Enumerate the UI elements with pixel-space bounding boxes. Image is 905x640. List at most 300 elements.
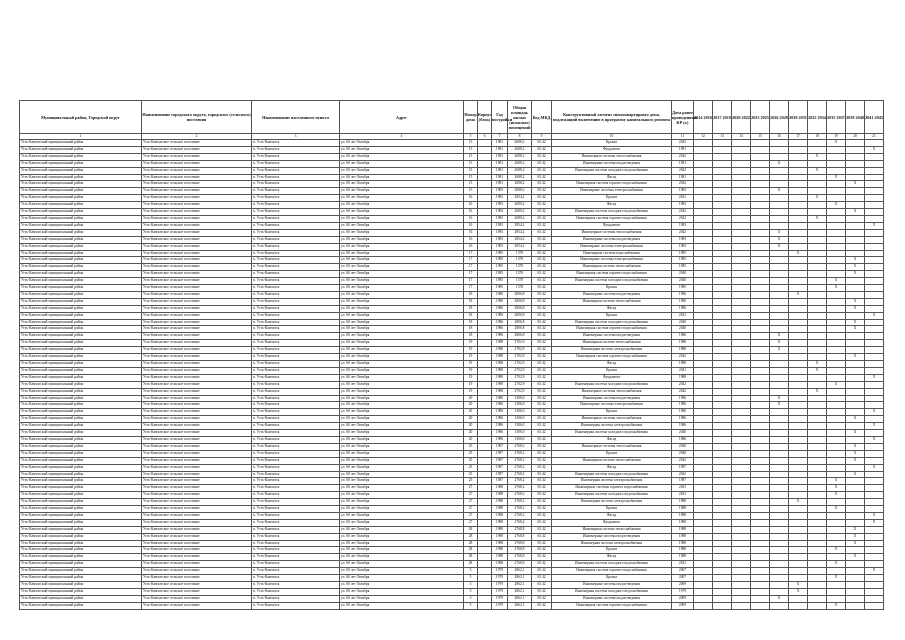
column-number: 16 xyxy=(770,134,789,140)
capital-repair-register xyxy=(19,100,883,610)
address-cell: ул. 60 лет Октября xyxy=(340,347,464,354)
locality-cell: п. Усть-Камчатск xyxy=(252,361,340,368)
period-cell xyxy=(694,492,713,499)
period-cell xyxy=(694,588,713,595)
period-cell xyxy=(865,340,884,347)
mkd-code-cell: 65.42 xyxy=(532,533,552,540)
table-row xyxy=(20,236,884,243)
previous-repair-date-cell: 2041 xyxy=(672,312,694,319)
period-cell xyxy=(751,381,770,388)
build-year-cell: 1988 xyxy=(492,367,508,374)
period-cell xyxy=(770,512,789,519)
period-cell xyxy=(789,602,808,609)
mkd-code-cell: 65.42 xyxy=(532,257,552,264)
period-cell xyxy=(751,243,770,250)
period-cell xyxy=(865,485,884,492)
period-cell xyxy=(827,312,846,319)
period-cell xyxy=(827,512,846,519)
table-row xyxy=(20,443,884,450)
settlement-cell: Усть-Камчатское сельское поселение xyxy=(142,367,252,374)
block-cell xyxy=(478,250,492,257)
locality-cell: п. Усть-Камчатск xyxy=(252,188,340,195)
period-cell xyxy=(732,506,751,513)
period-mark: X xyxy=(827,485,846,492)
district-cell: Усть-Камчатский муниципальный район xyxy=(20,423,142,430)
build-year-cell: 1986 xyxy=(492,333,508,340)
locality-cell: п. Усть-Камчатск xyxy=(252,140,340,147)
block-cell xyxy=(478,588,492,595)
district-cell: Усть-Камчатский муниципальный район xyxy=(20,540,142,547)
period-cell xyxy=(713,568,732,575)
period-cell xyxy=(694,181,713,188)
block-cell xyxy=(478,381,492,388)
district-cell: Усть-Камчатский муниципальный район xyxy=(20,174,142,181)
column-header: 2023 2025 xyxy=(751,101,770,134)
period-cell xyxy=(694,153,713,160)
table-row xyxy=(20,464,884,471)
previous-repair-date-cell: 1983 xyxy=(672,243,694,250)
block-cell xyxy=(478,153,492,160)
structural-element-cell: Инженерные системы теплоснабжения xyxy=(552,388,672,395)
period-cell xyxy=(732,478,751,485)
build-year-cell: 1985 xyxy=(492,278,508,285)
address-cell: ул. 60 лет Октября xyxy=(340,478,464,485)
mkd-code-cell: 65.42 xyxy=(532,409,552,416)
period-cell xyxy=(732,209,751,216)
period-cell xyxy=(865,181,884,188)
district-cell: Усть-Камчатский муниципальный район xyxy=(20,250,142,257)
period-cell xyxy=(694,568,713,575)
period-cell xyxy=(713,478,732,485)
structural-element-cell: Инженерная система горячего водоснабжения xyxy=(552,354,672,361)
period-cell xyxy=(770,519,789,526)
table-row xyxy=(20,388,884,395)
house-number-cell: 27 xyxy=(464,485,478,492)
period-cell xyxy=(751,423,770,430)
structural-element-cell: Фундамент xyxy=(552,374,672,381)
period-cell xyxy=(751,457,770,464)
previous-repair-date-cell: 1983 xyxy=(672,222,694,229)
period-mark: X xyxy=(846,264,865,271)
district-cell: Усть-Камчатский муниципальный район xyxy=(20,367,142,374)
period-mark: X xyxy=(827,602,846,609)
settlement-cell: Усть-Камчатское сельское поселение xyxy=(142,409,252,416)
locality-cell: п. Усть-Камчатск xyxy=(252,512,340,519)
settlement-cell: Усть-Камчатское сельское поселение xyxy=(142,347,252,354)
build-year-cell: 1988 xyxy=(492,547,508,554)
block-cell xyxy=(478,347,492,354)
period-cell xyxy=(732,243,751,250)
structural-element-cell: Фундамент xyxy=(552,146,672,153)
period-cell xyxy=(808,243,827,250)
settlement-cell: Усть-Камчатское сельское поселение xyxy=(142,374,252,381)
build-year-cell: 1985 xyxy=(492,264,508,271)
address-cell: ул. 60 лет Октября xyxy=(340,533,464,540)
period-cell xyxy=(713,533,732,540)
period-cell xyxy=(770,547,789,554)
period-cell xyxy=(713,298,732,305)
period-cell xyxy=(865,402,884,409)
previous-repair-date-cell: 2042 xyxy=(672,181,694,188)
address-cell: ул. 60 лет Октября xyxy=(340,430,464,437)
period-cell xyxy=(808,271,827,278)
period-cell xyxy=(694,526,713,533)
previous-repair-date-cell: 2041 xyxy=(672,561,694,568)
period-cell xyxy=(751,209,770,216)
locality-cell: п. Усть-Камчатск xyxy=(252,402,340,409)
house-number-cell: 5 xyxy=(464,575,478,582)
period-cell xyxy=(789,595,808,602)
period-cell xyxy=(751,450,770,457)
address-cell: ул. 60 лет Октября xyxy=(340,395,464,402)
mkd-code-cell: 65.42 xyxy=(532,416,552,423)
table-row xyxy=(20,430,884,437)
period-cell xyxy=(694,236,713,243)
period-cell xyxy=(789,506,808,513)
period-mark: X xyxy=(846,305,865,312)
settlement-cell: Усть-Камчатское сельское поселение xyxy=(142,271,252,278)
period-mark: X xyxy=(808,367,827,374)
period-cell xyxy=(808,506,827,513)
previous-repair-date-cell: 2043 xyxy=(672,140,694,147)
build-year-cell: 1988 xyxy=(492,512,508,519)
mkd-code-cell: 65.42 xyxy=(532,215,552,222)
period-cell xyxy=(713,388,732,395)
period-cell xyxy=(865,354,884,361)
period-cell xyxy=(789,533,808,540)
build-year-cell: 1981 xyxy=(492,181,508,188)
district-cell: Усть-Камчатский муниципальный район xyxy=(20,354,142,361)
district-cell: Усть-Камчатский муниципальный район xyxy=(20,326,142,333)
period-cell xyxy=(789,215,808,222)
period-mark: X xyxy=(808,215,827,222)
column-header: 2017 2019 xyxy=(713,101,732,134)
block-cell xyxy=(478,395,492,402)
table-row xyxy=(20,312,884,319)
period-cell xyxy=(827,257,846,264)
previous-repair-date-cell: 1986 xyxy=(672,298,694,305)
structural-element-cell: Инженерные системы электроснабжения xyxy=(552,402,672,409)
table-row xyxy=(20,229,884,236)
locality-cell: п. Усть-Камчатск xyxy=(252,430,340,437)
settlement-cell: Усть-Камчатское сельское поселение xyxy=(142,188,252,195)
area-cell: 2862,1 xyxy=(508,588,532,595)
table-row xyxy=(20,347,884,354)
period-cell xyxy=(808,430,827,437)
build-year-cell: 1983 xyxy=(492,188,508,195)
mkd-code-cell: 65.42 xyxy=(532,347,552,354)
period-cell xyxy=(770,140,789,147)
address-cell: ул. 60 лет Октября xyxy=(340,367,464,374)
house-number-cell: 25 xyxy=(464,464,478,471)
period-cell xyxy=(789,202,808,209)
period-cell xyxy=(865,478,884,485)
previous-repair-date-cell: 1988 xyxy=(672,533,694,540)
period-cell xyxy=(808,202,827,209)
period-cell xyxy=(827,340,846,347)
address-cell: ул. 60 лет Октября xyxy=(340,402,464,409)
period-cell xyxy=(865,195,884,202)
period-cell xyxy=(827,416,846,423)
settlement-cell: Усть-Камчатское сельское поселение xyxy=(142,140,252,147)
period-cell xyxy=(694,160,713,167)
period-cell xyxy=(694,374,713,381)
house-number-cell: 19 xyxy=(464,388,478,395)
period-cell xyxy=(808,499,827,506)
area-cell: 2768,8 xyxy=(508,561,532,568)
settlement-cell: Усть-Камчатское сельское поселение xyxy=(142,153,252,160)
table-row xyxy=(20,181,884,188)
period-cell xyxy=(713,354,732,361)
mkd-code-cell: 65.42 xyxy=(532,264,552,271)
period-mark: X xyxy=(846,533,865,540)
area-cell: 2688,2 xyxy=(508,174,532,181)
address-cell: ул. 60 лет Октября xyxy=(340,285,464,292)
period-cell xyxy=(732,340,751,347)
house-number-cell: 28 xyxy=(464,533,478,540)
period-cell xyxy=(732,291,751,298)
period-cell xyxy=(865,381,884,388)
district-cell: Усть-Камчатский муниципальный район xyxy=(20,457,142,464)
period-cell xyxy=(846,485,865,492)
column-number: 20 xyxy=(846,134,865,140)
district-cell: Усть-Камчатский муниципальный район xyxy=(20,478,142,485)
block-cell xyxy=(478,568,492,575)
period-cell xyxy=(827,374,846,381)
table-row xyxy=(20,381,884,388)
period-cell xyxy=(789,243,808,250)
period-mark: X xyxy=(827,174,846,181)
area-cell: 2702,9 xyxy=(508,388,532,395)
settlement-cell: Усть-Камчатское сельское поселение xyxy=(142,257,252,264)
house-number-cell: 18 xyxy=(464,305,478,312)
structural-element-cell: Фундамент xyxy=(552,519,672,526)
period-cell xyxy=(694,333,713,340)
build-year-cell: 1983 xyxy=(492,236,508,243)
area-cell: 2854,2 xyxy=(508,195,532,202)
period-cell xyxy=(827,181,846,188)
table-row xyxy=(20,575,884,582)
area-cell: 2680,2 xyxy=(508,215,532,222)
previous-repair-date-cell: 1988 xyxy=(672,554,694,561)
period-cell xyxy=(770,271,789,278)
mkd-code-cell: 65.42 xyxy=(532,278,552,285)
period-cell xyxy=(694,395,713,402)
period-cell xyxy=(732,367,751,374)
locality-cell: п. Усть-Камчатск xyxy=(252,450,340,457)
structural-element-cell: Инженерные системы водоотведения xyxy=(552,395,672,402)
period-cell xyxy=(713,450,732,457)
mkd-code-cell: 65.42 xyxy=(532,561,552,568)
period-cell xyxy=(846,250,865,257)
district-cell: Усть-Камчатский муниципальный район xyxy=(20,243,142,250)
period-cell xyxy=(789,430,808,437)
period-mark: X xyxy=(770,160,789,167)
period-cell xyxy=(751,312,770,319)
area-cell: 2702,9 xyxy=(508,340,532,347)
period-cell xyxy=(694,443,713,450)
area-cell: 1306,0 xyxy=(508,436,532,443)
period-cell xyxy=(694,582,713,589)
area-cell: 2806,8 xyxy=(508,326,532,333)
block-cell xyxy=(478,367,492,374)
period-cell xyxy=(694,319,713,326)
period-cell xyxy=(789,195,808,202)
house-number-cell: 17 xyxy=(464,271,478,278)
block-cell xyxy=(478,595,492,602)
period-cell xyxy=(808,512,827,519)
period-cell xyxy=(865,229,884,236)
period-cell xyxy=(732,409,751,416)
previous-repair-date-cell: 1988 xyxy=(672,361,694,368)
previous-repair-date-cell: 1986 xyxy=(672,423,694,430)
period-cell xyxy=(846,340,865,347)
period-cell xyxy=(694,547,713,554)
period-mark: X xyxy=(846,209,865,216)
period-cell xyxy=(770,533,789,540)
period-cell xyxy=(713,381,732,388)
period-cell xyxy=(751,361,770,368)
settlement-cell: Усть-Камчатское сельское поселение xyxy=(142,436,252,443)
district-cell: Усть-Камчатский муниципальный район xyxy=(20,374,142,381)
period-cell xyxy=(694,436,713,443)
settlement-cell: Усть-Камчатское сельское поселение xyxy=(142,519,252,526)
period-cell xyxy=(751,236,770,243)
house-number-cell: 18 xyxy=(464,312,478,319)
locality-cell: п. Усть-Камчатск xyxy=(252,146,340,153)
period-cell xyxy=(751,188,770,195)
period-cell xyxy=(694,291,713,298)
period-cell xyxy=(846,140,865,147)
period-cell xyxy=(865,333,884,340)
period-cell xyxy=(713,457,732,464)
period-cell xyxy=(808,436,827,443)
period-cell xyxy=(846,195,865,202)
period-cell xyxy=(732,568,751,575)
previous-repair-date-cell: 1988 xyxy=(672,347,694,354)
settlement-cell: Усть-Камчатское сельское поселение xyxy=(142,568,252,575)
previous-repair-date-cell: 1986 xyxy=(672,436,694,443)
period-mark: X xyxy=(846,554,865,561)
period-cell xyxy=(732,457,751,464)
mkd-code-cell: 65.42 xyxy=(532,305,552,312)
district-cell: Усть-Камчатский муниципальный район xyxy=(20,291,142,298)
period-cell xyxy=(713,326,732,333)
settlement-cell: Усть-Камчатское сельское поселение xyxy=(142,443,252,450)
house-number-cell: 15 xyxy=(464,160,478,167)
period-cell xyxy=(808,222,827,229)
structural-element-cell: Крыша xyxy=(552,312,672,319)
locality-cell: п. Усть-Камчатск xyxy=(252,222,340,229)
settlement-cell: Усть-Камчатское сельское поселение xyxy=(142,250,252,257)
period-mark: X xyxy=(827,547,846,554)
locality-cell: п. Усть-Камчатск xyxy=(252,209,340,216)
period-mark: X xyxy=(808,167,827,174)
locality-cell: п. Усть-Камчатск xyxy=(252,236,340,243)
structural-element-cell: Инженерные системы водоотведения xyxy=(552,236,672,243)
area-cell: 2768,2 xyxy=(508,506,532,513)
period-mark: X xyxy=(827,381,846,388)
period-cell xyxy=(713,492,732,499)
period-cell xyxy=(751,395,770,402)
period-cell xyxy=(694,423,713,430)
period-cell xyxy=(846,409,865,416)
locality-cell: п. Усть-Камчатск xyxy=(252,464,340,471)
area-cell: 2862,1 xyxy=(508,582,532,589)
structural-element-cell: Инженерные системы электроснабжения xyxy=(552,188,672,195)
period-cell xyxy=(865,153,884,160)
address-cell: ул. 60 лет Октября xyxy=(340,333,464,340)
build-year-cell: 1983 xyxy=(492,243,508,250)
period-cell xyxy=(732,595,751,602)
previous-repair-date-cell: 2042 xyxy=(672,471,694,478)
district-cell: Усть-Камчатский муниципальный район xyxy=(20,575,142,582)
period-cell xyxy=(789,181,808,188)
period-cell xyxy=(865,492,884,499)
address-cell: ул. 60 лет Октября xyxy=(340,257,464,264)
district-cell: Усть-Камчатский муниципальный район xyxy=(20,595,142,602)
mkd-code-cell: 65.42 xyxy=(532,388,552,395)
period-cell xyxy=(865,595,884,602)
period-cell xyxy=(789,492,808,499)
settlement-cell: Усть-Камчатское сельское поселение xyxy=(142,291,252,298)
address-cell: ул. 60 лет Октября xyxy=(340,222,464,229)
period-cell xyxy=(865,298,884,305)
period-cell xyxy=(827,298,846,305)
period-cell xyxy=(789,519,808,526)
district-cell: Усть-Камчатский муниципальный район xyxy=(20,181,142,188)
period-cell xyxy=(713,595,732,602)
area-cell: 2768,8 xyxy=(508,540,532,547)
period-mark: X xyxy=(770,188,789,195)
locality-cell: п. Усть-Камчатск xyxy=(252,243,340,250)
area-cell: 2702,9 xyxy=(508,381,532,388)
build-year-cell: 1988 xyxy=(492,499,508,506)
table-row xyxy=(20,478,884,485)
table-row xyxy=(20,519,884,526)
block-cell xyxy=(478,492,492,499)
period-cell xyxy=(770,450,789,457)
column-number: 19 xyxy=(827,134,846,140)
address-cell: ул. 60 лет Октября xyxy=(340,354,464,361)
period-cell xyxy=(694,575,713,582)
period-cell xyxy=(808,561,827,568)
column-number: 9 xyxy=(532,134,552,140)
house-number-cell: 17 xyxy=(464,250,478,257)
mkd-code-cell: 65.42 xyxy=(532,443,552,450)
period-cell xyxy=(694,519,713,526)
block-cell xyxy=(478,264,492,271)
house-number-cell: 20 xyxy=(464,430,478,437)
area-cell: 2680,2 xyxy=(508,202,532,209)
mkd-code-cell: 65.42 xyxy=(532,602,552,609)
area-cell: 1306,0 xyxy=(508,395,532,402)
column-header: 2038 2040 xyxy=(846,101,865,134)
table-row xyxy=(20,561,884,568)
period-cell xyxy=(846,285,865,292)
period-cell xyxy=(846,602,865,609)
period-cell xyxy=(770,457,789,464)
period-cell xyxy=(770,554,789,561)
locality-cell: п. Усть-Камчатск xyxy=(252,588,340,595)
period-cell xyxy=(770,388,789,395)
block-cell xyxy=(478,354,492,361)
period-cell xyxy=(808,526,827,533)
period-cell xyxy=(694,595,713,602)
period-cell xyxy=(808,588,827,595)
period-cell xyxy=(808,326,827,333)
previous-repair-date-cell: 2040 xyxy=(672,326,694,333)
